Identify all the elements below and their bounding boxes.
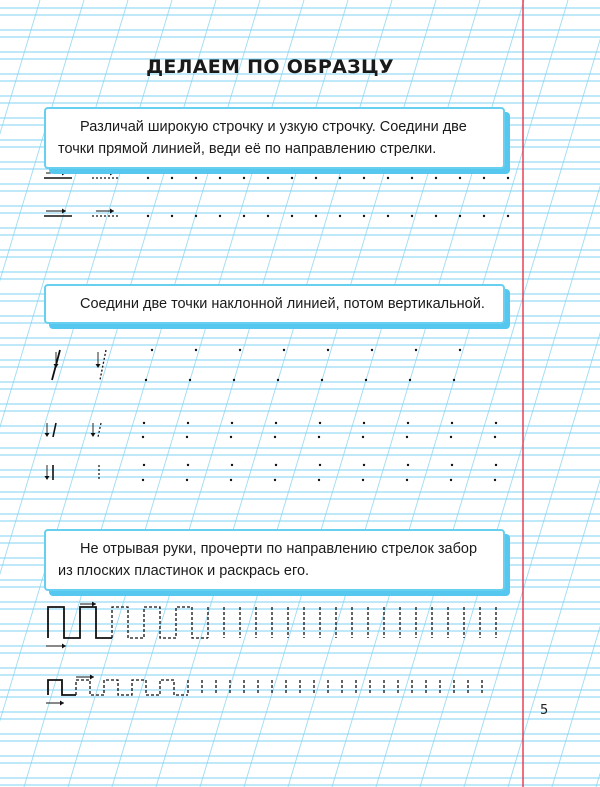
task-instruction-3 (44, 529, 505, 591)
guide-dot (219, 215, 221, 217)
guide-dot (291, 215, 293, 217)
guide-dot (362, 479, 364, 481)
guide-dot (143, 464, 145, 466)
guide-dot (507, 177, 509, 179)
task-3-line-2: из плоских пластинок и раскрась его. (58, 563, 310, 579)
guide-dot (143, 422, 145, 424)
guide-dot (435, 177, 437, 179)
guide-dot (406, 436, 408, 438)
guide-dot (151, 349, 153, 351)
guide-dot (483, 215, 485, 217)
guide-dot (187, 464, 189, 466)
page-title: ДЕЛАЕМ ПО ОБРАЗЦУ (146, 56, 394, 78)
arrow-head (45, 433, 50, 437)
guide-dot (327, 349, 329, 351)
task-3-line-1: Не отрывая руки, прочерти по направлению стрелок забор (80, 541, 478, 557)
guide-dot (318, 479, 320, 481)
guide-dot (195, 215, 197, 217)
guide-dot (274, 479, 276, 481)
fence-traced (76, 680, 188, 695)
task-instruction-1 (44, 107, 505, 169)
guide-dot (387, 215, 389, 217)
guide-dot (189, 379, 191, 381)
guide-dot (219, 177, 221, 179)
guide-dot (142, 436, 144, 438)
guide-dot (147, 177, 149, 179)
guide-dot (453, 379, 455, 381)
task-1-line-1: Различай широкую строчку и узкую строчку. Соедини две (80, 119, 467, 135)
guide-dot (267, 177, 269, 179)
guide-dot (186, 436, 188, 438)
guide-dot (459, 215, 461, 217)
guide-dot (315, 215, 317, 217)
guide-dot (321, 379, 323, 381)
guide-dot (406, 479, 408, 481)
guide-dot (274, 436, 276, 438)
guide-dot (459, 349, 461, 351)
guide-dot (231, 422, 233, 424)
guide-dot (450, 436, 452, 438)
guide-dot (451, 464, 453, 466)
arrow-head (45, 476, 50, 480)
guide-dot (435, 215, 437, 217)
guide-dot (507, 215, 509, 217)
guide-dot (495, 422, 497, 424)
guide-dot (450, 479, 452, 481)
guide-dot (459, 177, 461, 179)
guide-dot (171, 215, 173, 217)
page-number: 5 (540, 703, 549, 718)
guide-dot (275, 464, 277, 466)
guide-dot (411, 177, 413, 179)
guide-dot (407, 464, 409, 466)
guide-dot (283, 349, 285, 351)
guide-dot (363, 177, 365, 179)
guide-dot (407, 422, 409, 424)
guide-dot (275, 422, 277, 424)
task-instruction-2 (44, 284, 505, 324)
arrow-head (60, 701, 64, 706)
guide-dot (142, 479, 144, 481)
guide-dot (171, 177, 173, 179)
guide-dot (339, 215, 341, 217)
arrow-head (62, 171, 66, 176)
arrow-head (91, 433, 96, 437)
guide-dot (494, 479, 496, 481)
guide-dot (319, 464, 321, 466)
guide-dot (363, 215, 365, 217)
guide-dot (267, 215, 269, 217)
guide-dot (362, 436, 364, 438)
guide-dot (318, 436, 320, 438)
guide-dot (243, 215, 245, 217)
guide-dot (415, 349, 417, 351)
fence-sample (48, 607, 112, 638)
guide-dot (187, 422, 189, 424)
guide-dot (371, 349, 373, 351)
guide-dot (363, 464, 365, 466)
guide-dot (186, 479, 188, 481)
guide-dot (277, 379, 279, 381)
guide-dot (239, 349, 241, 351)
guide-dot (195, 349, 197, 351)
guide-dot (233, 379, 235, 381)
sample-slant-stroke (53, 423, 56, 437)
fence-traced (112, 607, 208, 638)
guide-dot (145, 379, 147, 381)
guide-dot (409, 379, 411, 381)
guide-dot (387, 177, 389, 179)
arrow-head (110, 171, 114, 176)
guide-dot (230, 436, 232, 438)
traced-slant-stroke (98, 423, 101, 437)
task-1-line-2: точки прямой линией, веди её по направлению стрелки. (58, 141, 437, 157)
guide-dot (451, 422, 453, 424)
guide-dot (195, 177, 197, 179)
guide-dot (483, 177, 485, 179)
guide-dot (230, 479, 232, 481)
task-2-line-1: Соедини две точки наклонной линией, потом вертикальной. (80, 296, 485, 312)
guide-dot (231, 464, 233, 466)
guide-dot (494, 436, 496, 438)
guide-dot (339, 177, 341, 179)
guide-dot (291, 177, 293, 179)
guide-dot (411, 215, 413, 217)
guide-dot (243, 177, 245, 179)
guide-dot (365, 379, 367, 381)
guide-dot (495, 464, 497, 466)
guide-dot (363, 422, 365, 424)
guide-dot (147, 215, 149, 217)
guide-dot (315, 177, 317, 179)
guide-dot (319, 422, 321, 424)
